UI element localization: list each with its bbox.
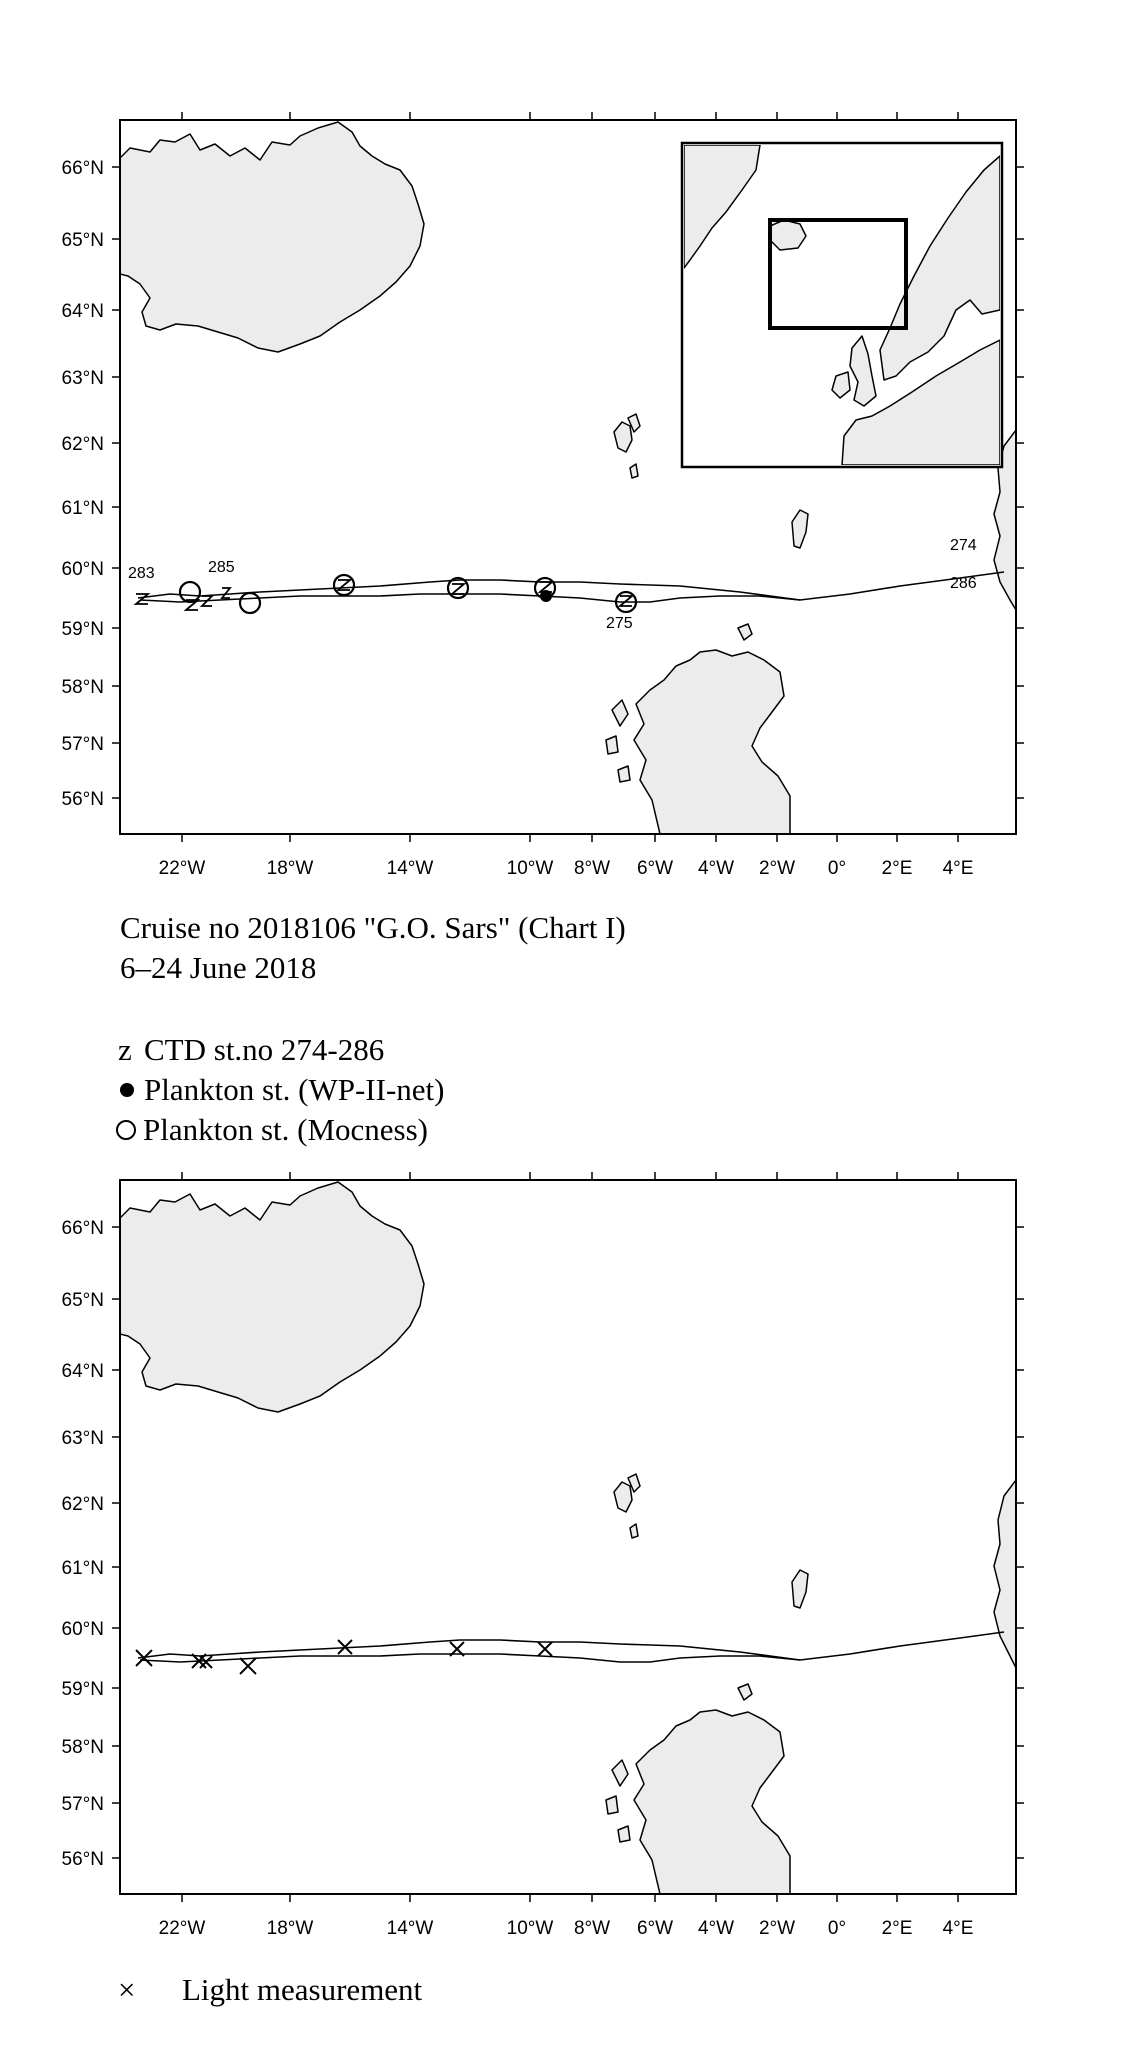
lat-label: 63°N [61,368,104,389]
lon-label: 14°W [386,1918,434,1939]
station-label: 285 [208,559,235,576]
lon-label: 4°W [697,1918,735,1939]
lon-label: 22°W [158,858,206,879]
station-label: 275 [606,615,633,632]
lat-label: 58°N [61,677,104,698]
lat-label: 64°N [61,1361,104,1382]
lon-label: 14°W [386,858,434,879]
station-label: 283 [128,565,155,582]
legend-wp2 [108,1072,444,1108]
lat-label: 59°N [61,1679,104,1700]
lon-label: 22°W [158,1918,206,1939]
lon-label: 8°W [573,858,611,879]
legend-mocness [108,1112,428,1148]
light-measurement-symbol: × [118,1972,136,2007]
legend-mocness-label: Plankton st. (Mocness) [143,1112,429,1147]
lon-label: 0° [827,1918,847,1939]
lat-label: 63°N [61,1428,104,1449]
lat-label: 57°N [61,734,104,755]
open-circle-icon [116,1120,136,1140]
lon-label: 10°W [506,1918,554,1939]
lon-label: 2°E [881,858,913,879]
ctd-symbol: z [118,1032,132,1067]
legend-wp2-label: Plankton st. (WP-II-net) [144,1072,445,1107]
station-label: 274 [950,537,977,554]
cruise-caption: Cruise no 2018106 "G.O. Sars" (Chart I) [120,910,626,945]
lat-label: 58°N [61,1737,104,1758]
lon-label: 8°W [573,1918,611,1939]
lon-label: 18°W [266,1918,314,1939]
lat-label: 59°N [61,619,104,640]
lat-label: 62°N [61,434,104,455]
lon-label: 18°W [266,858,314,879]
inset-overview-map [682,143,1002,467]
filled-dot-icon [120,1083,134,1097]
lon-label: 4°W [697,858,735,879]
lat-label: 61°N [61,498,104,519]
lat-label: 64°N [61,301,104,322]
lat-label: 61°N [61,1558,104,1579]
lon-label: 2°W [758,1918,796,1939]
lon-label: 2°W [758,858,796,879]
lon-label: 4°E [942,1918,974,1939]
lon-label: 6°W [636,1918,674,1939]
lat-label: 60°N [61,559,104,580]
lat-label: 60°N [61,1619,104,1640]
lat-label: 65°N [61,1290,104,1311]
lat-label: 56°N [61,789,104,810]
lon-label: 2°E [881,1918,913,1939]
lon-label: 0° [827,858,847,879]
lon-label: 10°W [506,858,554,879]
lon-label: 4°E [942,858,974,879]
lat-label: 57°N [61,1794,104,1815]
legend-light-label: Light measurement [182,1972,423,2007]
lat-label: 62°N [61,1494,104,1515]
date-caption: 6–24 June 2018 [120,950,317,985]
lat-label: 66°N [61,158,104,179]
lat-label: 56°N [61,1849,104,1870]
lat-label: 65°N [61,230,104,251]
lon-label: 6°W [636,858,674,879]
map-top [0,100,1140,880]
legend-ctd-label: CTD st.no 274-286 [144,1032,385,1067]
map-bottom [0,1160,1140,1940]
legend-light [118,1972,422,2008]
legend-ctd [108,1032,384,1068]
lat-label: 66°N [61,1218,104,1239]
station-label: 286 [950,575,977,592]
